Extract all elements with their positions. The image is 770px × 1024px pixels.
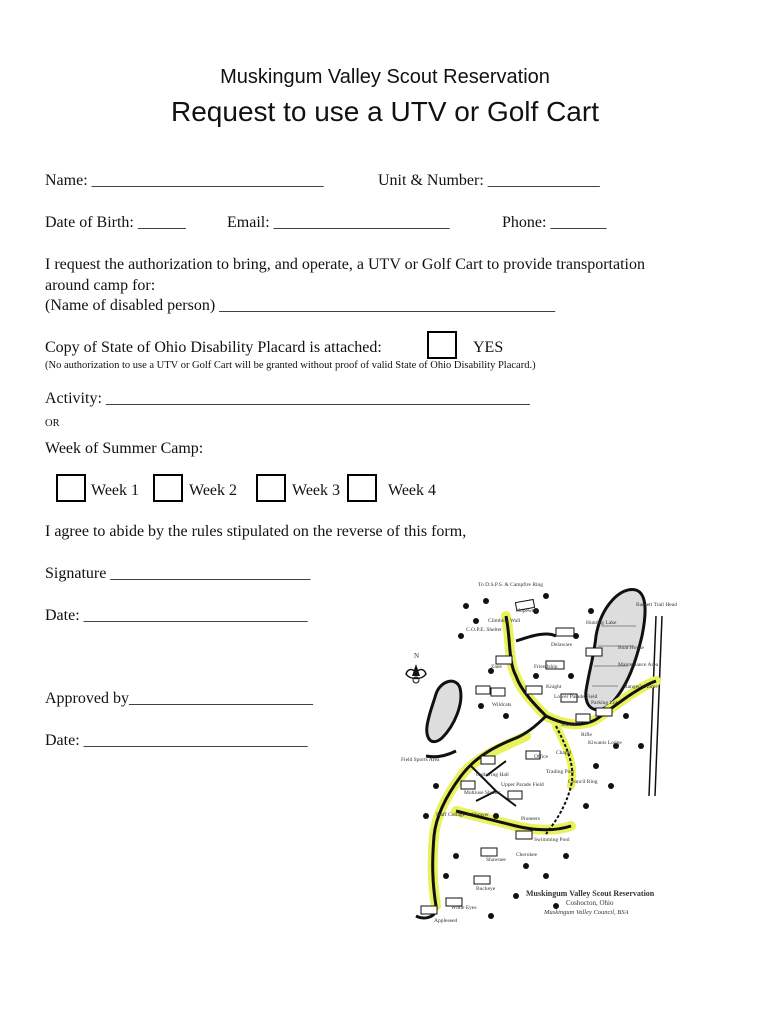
map-label-shelter: Shelter — [561, 722, 577, 728]
week-3-checkbox[interactable] — [256, 474, 286, 502]
map-label-trading-post: Trading Post — [546, 769, 575, 775]
page-title: Request to use a UTV or Golf Cart — [171, 96, 599, 127]
map-label-office: Office — [534, 754, 548, 760]
week-1-label: Week 1 — [91, 482, 140, 499]
week-2-checkbox[interactable] — [153, 474, 183, 502]
placard-yes-label: YES — [473, 339, 504, 356]
map-label-friendship: Friendship — [534, 664, 558, 670]
date-field-1[interactable]: Date: ____________________________ — [45, 607, 308, 624]
activity-field[interactable]: Activity: _____________________________________________________ — [45, 390, 530, 407]
map-label-pioneers: Pioneers — [521, 816, 540, 822]
placard-note: (No authorization to use a UTV or Golf Cart will be granted without proof of valid State of Ohio Disability Placard.) — [45, 360, 536, 371]
map-label-field-sports: Field Sports Area — [401, 757, 440, 763]
map-legend — [526, 889, 655, 916]
placard-label: Copy of State of Ohio Disability Placard is attached: — [45, 339, 382, 356]
org-name: Muskingum Valley Scout Reservation — [220, 66, 550, 88]
map-label-kiwanis: Kiwanis Lodge — [588, 740, 622, 746]
email-field[interactable]: Email: ______________________ — [227, 214, 450, 231]
map-label-swimming: Swimming Pool — [534, 837, 570, 843]
map-label-hopewell: Hopewell — [516, 608, 538, 614]
request-text-line1: I request the authorization to bring, and operate, a UTV or Golf Cart to provide transportation — [45, 256, 645, 273]
camp-map — [396, 576, 696, 926]
week-2-label: Week 2 — [189, 482, 238, 499]
map-label-gathering: Gathering Hall — [476, 772, 509, 778]
name-field[interactable]: Name: _____________________________ — [45, 172, 324, 189]
week-1-checkbox[interactable] — [56, 474, 86, 502]
map-label-white-eyes: White Eyes — [451, 905, 477, 911]
road-west — [426, 751, 456, 757]
map-label-maintenance: Maintenance Area — [618, 662, 659, 668]
map-legend-city: Coshocton, Ohio — [566, 899, 614, 907]
map-label-chapel: Chapel — [556, 750, 572, 756]
map-label-staff: Staff Cottage & Shower — [436, 812, 489, 818]
week-4-checkbox[interactable] — [347, 474, 377, 502]
map-label-appleseed: Appleseed — [434, 918, 458, 924]
map-label-barnett: Barnett Trail Head — [636, 602, 677, 608]
signature-field[interactable]: Signature _________________________ — [45, 565, 311, 582]
map-label-wildcats: Wildcats — [492, 702, 512, 708]
week-4-label: Week 4 — [388, 482, 437, 499]
date-of-birth-field[interactable]: Date of Birth: ______ — [45, 214, 186, 231]
placard-yes-checkbox[interactable] — [427, 331, 457, 359]
map-label-top: To D.S.P.S. & Campfire Ring — [478, 582, 544, 588]
map-label-delaware: Delaware — [551, 642, 573, 648]
map-label-shawnee: Shawnee — [486, 857, 506, 863]
map-label-multiuse: Multiuse Shelter — [464, 790, 501, 796]
map-label-knight: Knight — [546, 684, 562, 690]
map-label-council-ring: Council Ring — [568, 779, 598, 785]
compass-icon — [406, 664, 426, 683]
map-label-boat: Boat House — [618, 645, 644, 651]
map-label-parking: Parking Lot — [591, 700, 618, 706]
map-label-upper-parade: Upper Parade Field — [501, 782, 544, 788]
disabled-person-field[interactable]: (Name of disabled person) __________________________________________ — [45, 297, 556, 314]
week-3-label: Week 3 — [292, 482, 341, 499]
map-label-climbing: Climbing Wall — [488, 618, 521, 624]
map-label-compass: N — [414, 652, 420, 660]
map-label-cherokee: Cherokee — [516, 852, 538, 858]
unit-number-field[interactable]: Unit & Number: ______________ — [378, 172, 600, 189]
map-label-buckeye: Buckeye — [476, 886, 496, 892]
map-legend-title: Muskingum Valley Scout Reservation — [526, 889, 655, 898]
map-legend-council: Muskingum Valley Council, BSA — [544, 909, 629, 916]
map-label-zane: Zane — [491, 664, 502, 670]
request-text-line2: around camp for: — [45, 277, 156, 294]
or-label: OR — [45, 418, 60, 429]
agree-text: I agree to abide by the rules stipulated on the reverse of this form, — [45, 523, 467, 540]
approved-by-field[interactable]: Approved by_______________________ — [45, 690, 313, 707]
small-lake — [427, 681, 461, 741]
map-label-cope: C.O.P.E. Shelter — [466, 627, 502, 633]
date-field-2[interactable]: Date: ____________________________ — [45, 732, 308, 749]
map-label-rifle: Rifle — [581, 732, 592, 738]
phone-field[interactable]: Phone: _______ — [502, 214, 607, 231]
map-label-lower-parade: Lower Parade Field — [554, 694, 598, 700]
map-label-ranger: Ranger's Home — [624, 684, 658, 690]
road-north-branch — [516, 634, 556, 641]
map-label-hunting-lake: Hunting Lake — [586, 620, 617, 626]
week-label: Week of Summer Camp: — [45, 440, 204, 457]
